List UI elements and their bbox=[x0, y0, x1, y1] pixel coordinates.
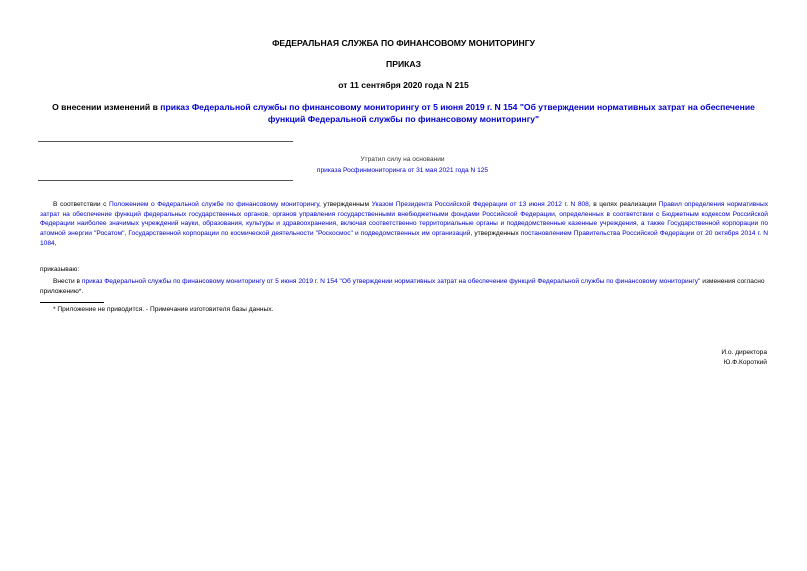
organization-name: ФЕДЕРАЛЬНАЯ СЛУЖБА ПО ФИНАНСОВОМУ МОНИТОРИНГУ bbox=[272, 38, 535, 48]
rules-link[interactable]: Правил определения нормативных затрат на обеспечение функций федеральных государственных органов, органов управления государственными внебюджетными фондами Российской Федерации, определенных в соответствии с Бюджетным кодексом Российской Федерации наиболее значимых учреждений науки, образования, культуры и здравоохранения, включая соответственно территориальные органы и подведомственные казенные учреждения, а также Государственной корпорации по атомной энергии "Росатом", Государственной корпорации по космической деятельности "Роскосмос" и подведомственных им организаций bbox=[40, 201, 768, 238]
document-heading bbox=[40, 101, 767, 125]
order-text-b: изменения согласно приложению*. bbox=[40, 278, 765, 295]
heading-amended-order-link[interactable]: приказ Федеральной службы по финансовому мониторингу от 5 июня 2019 г. N 154 "Об утверждении нормативных затрат на обеспечение функций Федеральной службы по финансовому мониторингу" bbox=[160, 102, 755, 124]
status-line-1: Утратил силу на основании bbox=[360, 156, 445, 163]
signatory-name: Ю.Ф.Короткий bbox=[723, 359, 767, 366]
document-type: ПРИКАЗ bbox=[386, 59, 421, 69]
footnote: * Приложение не приводится. - Примечание изготовителя базы данных. bbox=[53, 306, 274, 313]
preamble-text-e: , bbox=[54, 239, 57, 247]
order-paragraph bbox=[40, 277, 768, 296]
preamble-text-d: , утвержденных bbox=[470, 230, 521, 238]
preamble-text-b: , утвержденным bbox=[319, 201, 372, 208]
regulation-link[interactable]: Положением о Федеральной службе по финансовому мониторингу bbox=[109, 201, 320, 208]
status-divider-bottom bbox=[38, 180, 293, 181]
order-154-link[interactable]: приказ Федеральной службы по финансовому мониторингу от 5 июня 2019 г. N 154 "Об утверждении нормативных затрат на обеспечение функций Федеральной службы по финансовому мониторингу" bbox=[81, 278, 701, 285]
heading-prefix: О внесении изменений в bbox=[52, 102, 161, 112]
status-note bbox=[290, 154, 515, 176]
status-repeal-order-link[interactable]: приказа Росфинмониторинга от 31 мая 2021 года N 125 bbox=[316, 167, 489, 174]
orders-word: приказываю: bbox=[40, 266, 80, 273]
status-divider-top bbox=[38, 141, 293, 142]
order-text-a: Внести в bbox=[53, 278, 82, 285]
preamble-text-a: В соответствии с bbox=[53, 201, 110, 208]
footnote-divider bbox=[40, 302, 104, 303]
preamble-text-c: , в целях реализации bbox=[588, 201, 659, 208]
signatory-title: И.о. директора bbox=[721, 349, 767, 356]
document-date: от 11 сентября 2020 года N 215 bbox=[338, 80, 469, 90]
preamble-paragraph bbox=[40, 200, 768, 249]
presidential-decree-link[interactable]: Указом Президента Российской Федерации от 13 июня 2012 г. N 808 bbox=[371, 201, 589, 208]
signature-block bbox=[721, 348, 767, 368]
government-resolution-link[interactable]: постановлением Правительства Российской Федерации от 20 октября 2014 г. N 1084 bbox=[40, 230, 769, 247]
